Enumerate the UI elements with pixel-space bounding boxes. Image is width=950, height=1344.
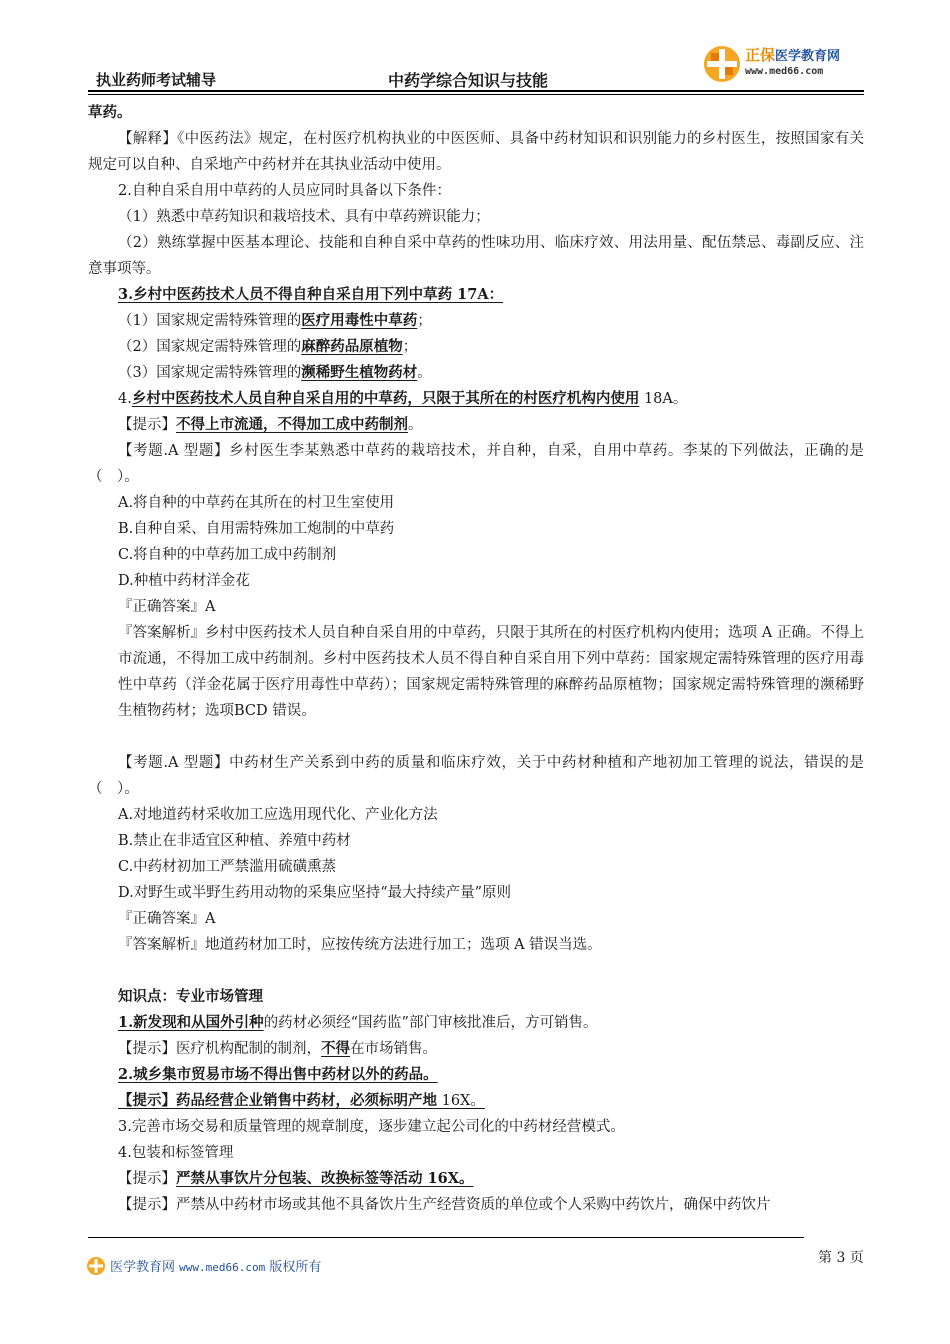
logo-brand-b: 医学教育网 — [775, 49, 841, 64]
text-segment: （1）国家规定需特殊管理的 — [118, 313, 302, 329]
text-segment: 。 — [417, 365, 432, 381]
market-item-3: 3.完善市场交易和质量管理的规章制度，逐步建立起公司化的中药材经营模式。 — [118, 1119, 625, 1135]
emphasis-segment: 【提示】药品经营企业销售中药材，必须标明产地 — [118, 1092, 437, 1109]
analysis-text: 『答案解析』乡村中医药技术人员自种自采自用的中草药，只限于其所在的村医疗机构内使用；选项 A 正确。不得上市流通，不得加工成中药制剂。乡村中医药技术人员不得自种自采自用下列中草药：国家规定需特殊管理的医疗用毒性中草药（洋金花属于医疗用毒性中草药）；国家规定需特殊管理的麻醉药品原植物；国家规定需特殊管理的濒稀野生植物药材；选项BCD 错误。 — [118, 625, 864, 719]
exam-option-a: A.对地道药材采收加工应选用现代化、产业化方法 — [118, 807, 438, 823]
exam-option-c: C.中药材初加工严禁滥用硫磺熏蒸 — [118, 859, 337, 875]
market-tip-1 — [88, 1036, 864, 1062]
paragraph-restriction-3 — [88, 360, 864, 386]
text-segment: （3）国家规定需特殊管理的 — [118, 365, 302, 381]
exam-question-1: 【考题.A 型题】乡村医生李某熟悉中草药的栽培技术，并自种，自采，自用中草药。李某的下列做法，正确的是（ ）。 — [88, 443, 864, 485]
market-item-1 — [88, 1010, 864, 1036]
logo-cross-icon — [702, 44, 742, 84]
emphasis-segment: 医疗用毒性中草药 — [301, 312, 418, 329]
exam-option-d: D.种植中药材洋金花 — [118, 573, 250, 589]
market-item-4: 4.包装和标签管理 — [118, 1145, 234, 1161]
exam-option-d: D.对野生或半野生药用动物的采集应坚持“最大持续产量”原则 — [118, 885, 512, 901]
exam-option-a: A.将自种的中草药在其所在的村卫生室使用 — [118, 495, 395, 511]
text-segment: 【提示】医疗机构配制的制剂， — [118, 1041, 321, 1057]
main-content — [88, 100, 864, 1218]
paragraph-explanation: 【解释】《中医药法》规定，在村医疗机构执业的中医医师、具备中药材知识和识别能力的乡村医生，按照国家有关规定可以自种、自采地产中药材并在其执业活动中使用。 — [88, 131, 864, 173]
header-logo — [700, 42, 870, 88]
paragraph-condition-2: （2）熟练掌握中医基本理论、技能和自种自采中草药的性味功用、临床疗效、用法用量、配伍禁忌、毒副反应、注意事项等。 — [88, 235, 864, 277]
footer-brand — [110, 1256, 321, 1275]
exam-option-b: B.自种自采、自用需特殊加工炮制的中草药 — [118, 521, 395, 537]
paragraph-restriction-2 — [88, 334, 864, 360]
logo-brand-text — [745, 44, 840, 65]
paragraph-condition-1: （1）熟悉中草药知识和栽培技术、具有中草药辨识能力； — [118, 209, 490, 225]
emphasis-segment: 麻醉药品原植物 — [301, 338, 403, 355]
emphasis-segment: 1.新发现和从国外引种 — [118, 1014, 264, 1031]
text-segment: 4. — [118, 391, 132, 407]
spacer — [88, 958, 864, 984]
header-left-title: 执业药师考试辅导 — [96, 71, 217, 89]
header-rule-thin — [88, 94, 864, 95]
market-item-2: 2.城乡集市贸易市场不得出售中药材以外的药品。 — [118, 1066, 438, 1083]
logo-brand-a: 正保 — [745, 46, 776, 64]
emphasis-segment: 严禁从事饮片分包装、改换标签等活动 16X。 — [176, 1170, 474, 1187]
header-center-title: 中药学综合知识与技能 — [388, 71, 549, 90]
exam-option-b: B.禁止在非适宜区种植、养殖中药材 — [118, 833, 351, 849]
text-segment: ； — [402, 339, 418, 355]
text-segment: ； — [417, 313, 432, 329]
paragraph-item-3: 3.乡村中医药技术人员不得自种自采自用下列中草药 17A： — [118, 286, 504, 303]
exam-option-c: C.将自种的中草药加工成中药制剂 — [118, 547, 337, 563]
page-number: 第 3 页 — [818, 1250, 864, 1266]
market-tip-4: 【提示】严禁从中药材市场或其他不具备饮片生产经营资质的单位或个人采购中药饮片，确保中药饮片 — [118, 1197, 771, 1213]
emphasis-segment: 濒稀野生植物药材 — [301, 364, 418, 381]
paragraph-continuation: 草药。 — [88, 104, 132, 121]
spacer — [88, 724, 864, 750]
footer-url: www.med66.com — [179, 1261, 266, 1274]
paragraph-restriction-1 — [88, 308, 864, 334]
paragraph-item-4 — [88, 386, 864, 412]
emphasis-segment: 不得 — [321, 1040, 350, 1057]
text-segment: 在市场销售。 — [350, 1041, 437, 1057]
footer-rule — [88, 1237, 804, 1238]
footer-logo-icon — [86, 1256, 106, 1276]
text-segment: 【提示】 — [118, 417, 176, 433]
text-segment: 16X。 — [437, 1093, 485, 1109]
correct-answer-1: 『正确答案』A — [118, 599, 216, 615]
answer-analysis-2: 『答案解析』地道药材加工时，应按传统方法进行加工；选项 A 错误当选。 — [118, 937, 602, 953]
emphasis-segment: 乡村中医药技术人员自种自采自用的中草药，只限于其所在的村医疗机构内使用 — [131, 390, 640, 407]
footer-brand-name: 医学教育网 — [110, 1260, 176, 1275]
exam-question-2: 【考题.A 型题】中药材生产关系到中药的质量和临床疗效，关于中药材种植和产地初加工管理的说法，错误的是（ ）。 — [88, 755, 864, 797]
text-segment: （2）国家规定需特殊管理的 — [118, 339, 302, 355]
text-segment: 的药材必须经“国药监”部门审核批准后，方可销售。 — [263, 1015, 598, 1031]
section-heading: 知识点：专业市场管理 — [118, 988, 263, 1005]
market-tip-2 — [88, 1088, 864, 1114]
logo-url: www.med66.com — [745, 66, 824, 77]
text-segment: 18A。 — [639, 391, 688, 407]
footer-rights: 版权所有 — [269, 1260, 322, 1275]
emphasis-segment: 不得上市流通，不得加工成中药制剂 — [176, 416, 408, 433]
header-rule-thick — [88, 90, 864, 92]
text-segment: 。 — [408, 417, 423, 433]
text-segment: 【提示】 — [118, 1171, 176, 1187]
market-tip-3 — [88, 1166, 864, 1192]
paragraph-tip — [88, 412, 864, 438]
answer-analysis-1 — [88, 620, 864, 724]
paragraph-item-2: 2.自种自采自用中草药的人员应同时具备以下条件： — [118, 183, 451, 199]
correct-answer-2: 『正确答案』A — [118, 911, 216, 927]
